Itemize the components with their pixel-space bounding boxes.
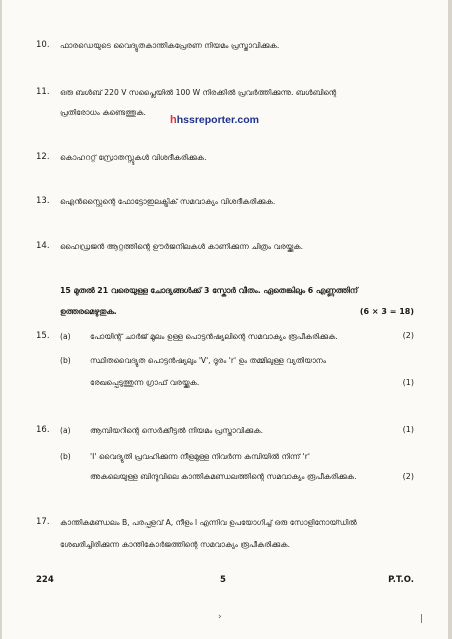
question-text: ഐൻസ്റ്റൈന്റെ ഫോട്ടോഇലക്ട്രിക് സമവാക്യം വിശദീകരിക്കുക.: [60, 197, 276, 206]
sub-label: (a): [60, 426, 71, 435]
question-number: 10.: [36, 40, 50, 50]
section-instruction: 15 മുതൽ 21 വരെയുള്ള ചോദ്യങ്ങൾക്ക് 3 സ്കോർ വീതം. ഏതെങ്കിലും 6 എണ്ണത്തിന്: [60, 286, 358, 295]
paper-code: 224: [36, 575, 54, 585]
page-turn-note: P.T.O.: [388, 575, 414, 585]
pencil-mark: ›: [218, 612, 222, 622]
question-number: 13.: [36, 196, 50, 206]
sub-question-text: സ്ഥിതവൈദ്യുത പൊട്ടൻഷ്യലും 'V', ദൂരം 'r' ഉം തമ്മിലുള്ള വ്യതിയാനം: [90, 356, 327, 365]
question-paper-page: [2, 0, 448, 639]
question-text: ഹൈഡ്രജൻ ആറ്റത്തിന്റെ ഊർജനിലകൾ കാണിക്കുന്ന ചിത്രം വരയ്ക്കുക.: [60, 242, 304, 251]
mark-label: (1): [402, 378, 414, 387]
mark-label: (1): [402, 425, 414, 434]
question-number: 11.: [36, 87, 50, 97]
watermark-logo: [170, 114, 259, 126]
question-number: 15.: [36, 331, 50, 341]
question-text: കാന്തികമണ്ഡലം B, പരപ്പളവ് A, നീളം l എന്നിവ ഉപയോഗിച്ച് ഒരു സോളിനോയ്ഡിൽ: [60, 518, 357, 527]
logo-icon: h: [170, 114, 177, 126]
question-text: കൊഹററ്റ് സ്രോതസ്സുകൾ വിശദീകരിക്കുക.: [60, 153, 207, 162]
question-text: ഒരു ബൾബ് 220 V സപ്ലൈയിൽ 100 W നിരക്കിൽ പ്രവർത്തിക്കുന്നു. ബൾബിന്റെ: [60, 88, 337, 97]
scan-mark: |: [420, 614, 424, 624]
question-text: പ്രതിരോധം കണ്ടെത്തുക.: [60, 108, 146, 117]
page-number: 5: [220, 575, 226, 585]
question-number: 14.: [36, 241, 50, 251]
sub-question-text: പോയിന്റ് ചാർജ് മൂലം ഉള്ള പൊട്ടൻഷ്യലിന്റെ സമവാക്യം രൂപീകരിക്കുക.: [90, 332, 338, 341]
sub-question-text: രേഖപ്പെടുത്തുന്ന ഗ്രാഫ് വരയ്ക്കുക.: [90, 378, 200, 387]
section-score: (6 × 3 = 18): [359, 307, 414, 316]
sub-label: (b): [60, 356, 71, 365]
sub-question-text: അകലെയുള്ള ബിന്ദുവിലെ കാന്തികമണ്ഡലത്തിന്റെ സമവാക്യം രൂപീകരിക്കുക.: [90, 472, 357, 481]
sub-label: (b): [60, 452, 71, 461]
sub-question-text: ആമ്പിയറിന്റെ സെർക്കീട്ടൽ നിയമം പ്രസ്താവിക്കുക.: [90, 426, 264, 435]
question-number: 16.: [36, 425, 50, 435]
question-text: ഫാരഡെയുടെ വൈദ്യുതകാന്തികപ്രേരണ നിയമം പ്രസ്താവിക്കുക.: [60, 41, 280, 50]
sub-question-text: 'I' വൈദ്യുതി പ്രവഹിക്കുന്ന നീളമുള്ള നിവർന്ന കമ്പിയിൽ നിന്ന് 'r': [90, 452, 310, 461]
mark-label: (2): [402, 472, 414, 481]
section-instruction: ഉത്തരമെഴുതുക.: [60, 307, 117, 316]
question-number: 17.: [36, 517, 50, 527]
question-number: 12.: [36, 152, 50, 162]
sub-label: (a): [60, 332, 71, 341]
watermark-text: hssreporter.com: [176, 114, 260, 126]
question-text: ശേഖരിച്ചിരിക്കുന്ന കാന്തികോർജത്തിന്റെ സമവാക്യം രൂപീകരിക്കുക.: [60, 540, 291, 549]
mark-label: (2): [402, 331, 414, 340]
